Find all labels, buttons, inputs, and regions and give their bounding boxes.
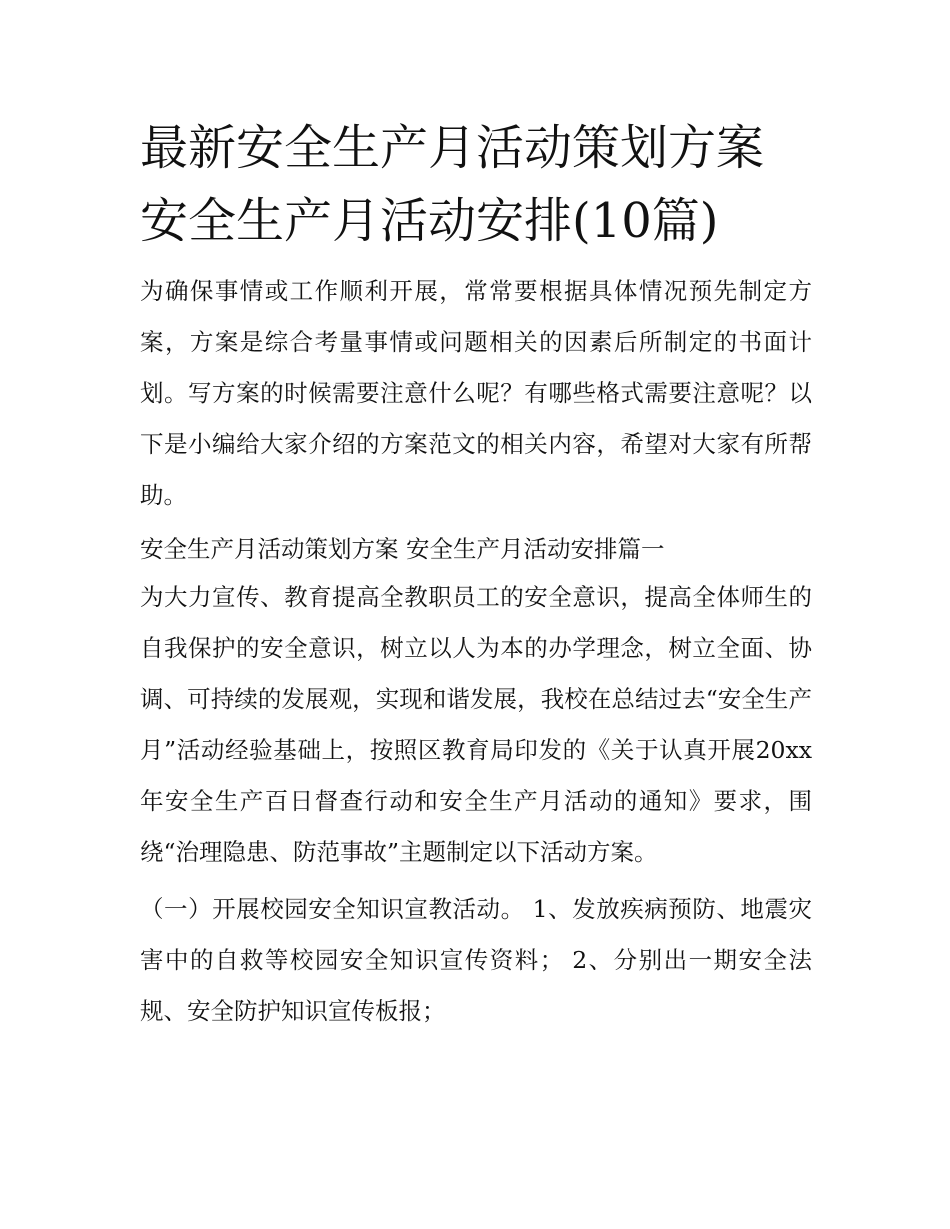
intro-paragraph: 为确保事情或工作顺利开展，常常要根据具体情况预先制定方案，方案是综合考量事情或问题相关的因素后所制定的书面计划。写方案的时候需要注意什么呢？有哪些格式需要注意呢？以下是小编给大家介绍的方案范文的相关内容，希望对大家有所帮助。 xyxy=(140,277,812,509)
body-paragraph: 为大力宣传、教育提高全教职员工的安全意识，提高全体师生的自我保护的安全意识，树立以人为本的办学理念，树立全面、协调、可持续的发展观，实现和谐发展，我校在总结过去“安全生产月”活动经验基础上，按照区教育局印发的《关于认真开展20xx年安全生产百日督查行动和安全生产月活动的通知》要求，围绕“治理隐患、防范事故”主题制定以下活动方案。 xyxy=(140,583,812,866)
activity-paragraph: （一）开展校园安全知识宣教活动。 1、发放疾病预防、地震灾害中的自救等校园安全知识宣传资料； 2、分别出一期安全法规、安全防护知识宣传板报； xyxy=(140,895,812,1025)
document-page xyxy=(140,112,812,1037)
document-title: 最新安全生产月活动策划方案 安全生产月活动安排(10篇) xyxy=(140,120,765,249)
section-heading: 安全生产月活动策划方案 安全生产月活动安排篇一 xyxy=(140,535,665,563)
